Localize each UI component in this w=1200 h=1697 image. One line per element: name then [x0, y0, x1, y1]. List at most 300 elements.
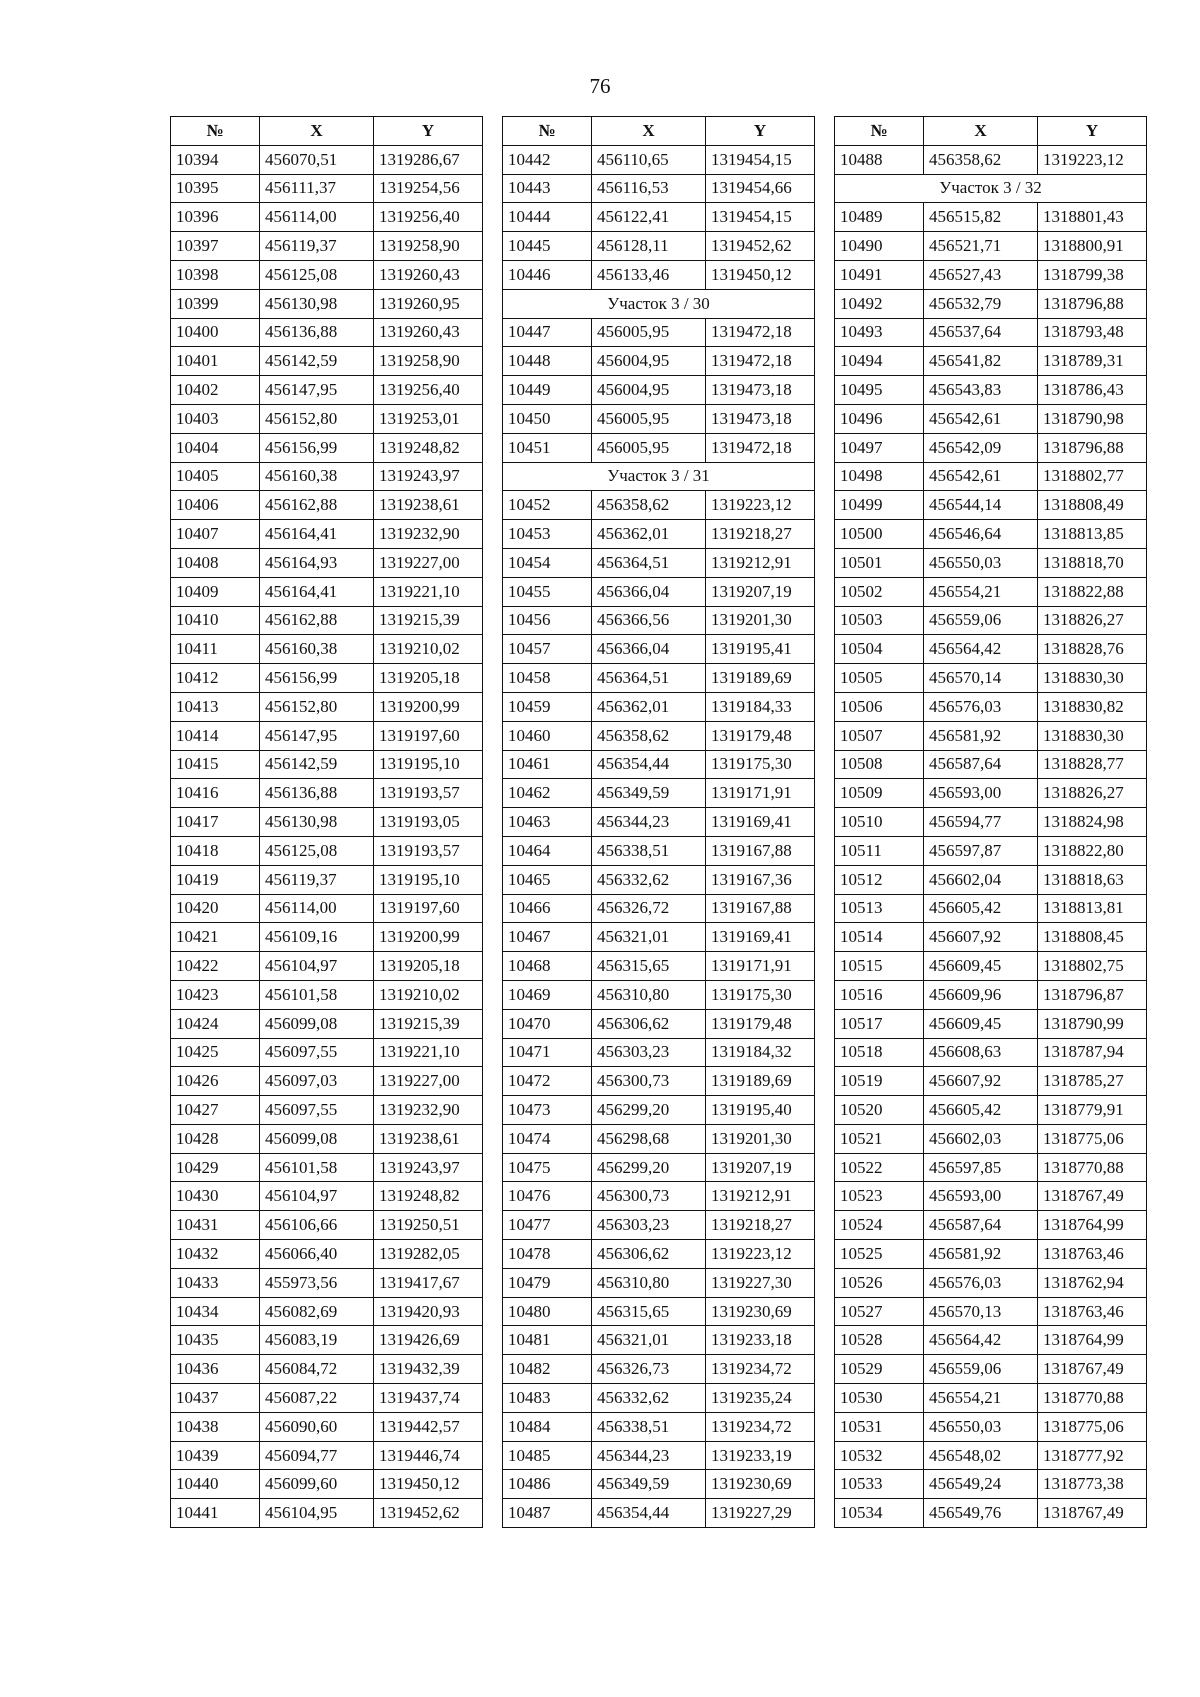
point-number: 10450 [503, 404, 592, 433]
x-coordinate: 456152,80 [260, 404, 374, 433]
table-row [835, 491, 1147, 520]
table-header-row [503, 117, 815, 146]
x-coordinate: 456005,95 [592, 318, 706, 347]
table-row [835, 865, 1147, 894]
table-row [503, 347, 815, 376]
point-number: 10415 [171, 750, 260, 779]
table-row [171, 894, 483, 923]
x-coordinate: 456521,71 [924, 232, 1038, 261]
table-row [835, 1240, 1147, 1269]
point-number: 10528 [835, 1326, 924, 1355]
x-coordinate: 456608,63 [924, 1038, 1038, 1067]
table-row [171, 1355, 483, 1384]
y-coordinate: 1319175,30 [706, 750, 815, 779]
table-row [835, 548, 1147, 577]
x-coordinate: 456152,80 [260, 692, 374, 721]
y-coordinate: 1318828,76 [1038, 635, 1147, 664]
x-coordinate: 456358,62 [592, 491, 706, 520]
x-coordinate: 456099,08 [260, 1124, 374, 1153]
table-row [503, 692, 815, 721]
table-row [503, 808, 815, 837]
point-number: 10459 [503, 692, 592, 721]
x-coordinate: 456082,69 [260, 1297, 374, 1326]
table-row [835, 404, 1147, 433]
x-coordinate: 456364,51 [592, 664, 706, 693]
point-number: 10454 [503, 548, 592, 577]
point-number: 10461 [503, 750, 592, 779]
x-coordinate: 456321,01 [592, 1326, 706, 1355]
x-coordinate: 456344,23 [592, 808, 706, 837]
y-coordinate: 1319230,69 [706, 1297, 815, 1326]
header-y: Y [1038, 117, 1147, 146]
point-number: 10403 [171, 404, 260, 433]
x-coordinate: 456549,76 [924, 1499, 1038, 1528]
point-number: 10512 [835, 865, 924, 894]
point-number: 10458 [503, 664, 592, 693]
x-coordinate: 456366,04 [592, 577, 706, 606]
y-coordinate: 1319179,48 [706, 721, 815, 750]
table-header-row [835, 117, 1147, 146]
x-coordinate: 456162,88 [260, 606, 374, 635]
point-number: 10505 [835, 664, 924, 693]
table-row [503, 1096, 815, 1125]
y-coordinate: 1319432,39 [374, 1355, 483, 1384]
y-coordinate: 1319223,12 [706, 491, 815, 520]
point-number: 10434 [171, 1297, 260, 1326]
x-coordinate: 456164,41 [260, 520, 374, 549]
point-number: 10410 [171, 606, 260, 635]
x-coordinate: 456362,01 [592, 692, 706, 721]
y-coordinate: 1318830,30 [1038, 721, 1147, 750]
header-number: № [171, 117, 260, 146]
x-coordinate: 456338,51 [592, 836, 706, 865]
table-row [171, 606, 483, 635]
table-row [835, 635, 1147, 664]
table-row [171, 203, 483, 232]
x-coordinate: 456104,95 [260, 1499, 374, 1528]
point-number: 10498 [835, 462, 924, 491]
table-row [503, 1441, 815, 1470]
x-coordinate: 456570,13 [924, 1297, 1038, 1326]
table-row [835, 203, 1147, 232]
y-coordinate: 1318790,99 [1038, 1009, 1147, 1038]
table-row [835, 1009, 1147, 1038]
section-title: Участок 3 / 31 [503, 462, 815, 491]
y-coordinate: 1319437,74 [374, 1384, 483, 1413]
point-number: 10417 [171, 808, 260, 837]
x-coordinate: 456147,95 [260, 376, 374, 405]
table-row [503, 433, 815, 462]
y-coordinate: 1319207,19 [706, 1153, 815, 1182]
point-number: 10429 [171, 1153, 260, 1182]
y-coordinate: 1319167,88 [706, 894, 815, 923]
point-number: 10432 [171, 1240, 260, 1269]
table-row [171, 376, 483, 405]
y-coordinate: 1319417,67 [374, 1268, 483, 1297]
table-row [835, 1153, 1147, 1182]
point-number: 10405 [171, 462, 260, 491]
table-row [835, 952, 1147, 981]
table-row [835, 1470, 1147, 1499]
y-coordinate: 1319221,10 [374, 577, 483, 606]
x-coordinate: 456084,72 [260, 1355, 374, 1384]
point-number: 10409 [171, 577, 260, 606]
point-number: 10481 [503, 1326, 592, 1355]
table-row [171, 836, 483, 865]
y-coordinate: 1319195,10 [374, 865, 483, 894]
x-coordinate: 456005,95 [592, 433, 706, 462]
table-row [171, 664, 483, 693]
x-coordinate: 456122,41 [592, 203, 706, 232]
x-coordinate: 456303,23 [592, 1038, 706, 1067]
point-number: 10483 [503, 1384, 592, 1413]
x-coordinate: 456527,43 [924, 260, 1038, 289]
x-coordinate: 456546,64 [924, 520, 1038, 549]
table-row [835, 232, 1147, 261]
point-number: 10448 [503, 347, 592, 376]
y-coordinate: 1319234,72 [706, 1355, 815, 1384]
x-coordinate: 456130,98 [260, 808, 374, 837]
table-row [503, 952, 815, 981]
y-coordinate: 1318770,88 [1038, 1384, 1147, 1413]
point-number: 10524 [835, 1211, 924, 1240]
y-coordinate: 1319420,93 [374, 1297, 483, 1326]
table-row [503, 1355, 815, 1384]
page-number: 76 [589, 74, 611, 98]
x-coordinate: 456597,87 [924, 836, 1038, 865]
x-coordinate: 456542,61 [924, 404, 1038, 433]
point-number: 10490 [835, 232, 924, 261]
coordinates-table-3 [834, 116, 1147, 1528]
y-coordinate: 1318775,06 [1038, 1412, 1147, 1441]
point-number: 10493 [835, 318, 924, 347]
point-number: 10526 [835, 1268, 924, 1297]
point-number: 10485 [503, 1441, 592, 1470]
point-number: 10499 [835, 491, 924, 520]
x-coordinate: 456099,60 [260, 1470, 374, 1499]
x-coordinate: 456597,85 [924, 1153, 1038, 1182]
y-coordinate: 1319235,24 [706, 1384, 815, 1413]
table-header-row [171, 117, 483, 146]
point-number: 10520 [835, 1096, 924, 1125]
x-coordinate: 456332,62 [592, 865, 706, 894]
table-row [171, 289, 483, 318]
point-number: 10397 [171, 232, 260, 261]
point-number: 10423 [171, 980, 260, 1009]
y-coordinate: 1318796,88 [1038, 433, 1147, 462]
x-coordinate: 456119,37 [260, 232, 374, 261]
y-coordinate: 1319189,69 [706, 1067, 815, 1096]
y-coordinate: 1318786,43 [1038, 376, 1147, 405]
section-title: Участок 3 / 32 [835, 174, 1147, 203]
point-number: 10440 [171, 1470, 260, 1499]
table-row [503, 577, 815, 606]
x-coordinate: 456142,59 [260, 750, 374, 779]
x-coordinate: 456104,97 [260, 1182, 374, 1211]
point-number: 10443 [503, 174, 592, 203]
y-coordinate: 1319473,18 [706, 376, 815, 405]
y-coordinate: 1318770,88 [1038, 1153, 1147, 1182]
point-number: 10411 [171, 635, 260, 664]
y-coordinate: 1318767,49 [1038, 1499, 1147, 1528]
table-row [835, 664, 1147, 693]
table-row [835, 1182, 1147, 1211]
point-number: 10468 [503, 952, 592, 981]
x-coordinate: 456332,62 [592, 1384, 706, 1413]
point-number: 10471 [503, 1038, 592, 1067]
y-coordinate: 1319452,62 [374, 1499, 483, 1528]
y-coordinate: 1319256,40 [374, 376, 483, 405]
x-coordinate: 456576,03 [924, 692, 1038, 721]
point-number: 10445 [503, 232, 592, 261]
x-coordinate: 456607,92 [924, 923, 1038, 952]
table-row [503, 1412, 815, 1441]
table-row [835, 692, 1147, 721]
y-coordinate: 1319169,41 [706, 808, 815, 837]
point-number: 10446 [503, 260, 592, 289]
point-number: 10463 [503, 808, 592, 837]
y-coordinate: 1318773,38 [1038, 1470, 1147, 1499]
x-coordinate: 456354,44 [592, 1499, 706, 1528]
y-coordinate: 1318818,70 [1038, 548, 1147, 577]
table-row [171, 174, 483, 203]
table-row [835, 1096, 1147, 1125]
point-number: 10515 [835, 952, 924, 981]
table-row [503, 491, 815, 520]
table-row [171, 548, 483, 577]
x-coordinate: 456087,22 [260, 1384, 374, 1413]
point-number: 10421 [171, 923, 260, 952]
table-row [171, 1009, 483, 1038]
table-row [503, 865, 815, 894]
point-number: 10521 [835, 1124, 924, 1153]
y-coordinate: 1318800,91 [1038, 232, 1147, 261]
y-coordinate: 1319250,51 [374, 1211, 483, 1240]
table-row [835, 923, 1147, 952]
x-coordinate: 456605,42 [924, 894, 1038, 923]
point-number: 10394 [171, 145, 260, 174]
x-coordinate: 456559,06 [924, 1355, 1038, 1384]
point-number: 10482 [503, 1355, 592, 1384]
x-coordinate: 456587,64 [924, 750, 1038, 779]
y-coordinate: 1319473,18 [706, 404, 815, 433]
table-row [503, 145, 815, 174]
table-row [503, 260, 815, 289]
x-coordinate: 456070,51 [260, 145, 374, 174]
x-coordinate: 456364,51 [592, 548, 706, 577]
point-number: 10496 [835, 404, 924, 433]
y-coordinate: 1319189,69 [706, 664, 815, 693]
table-row [835, 894, 1147, 923]
x-coordinate: 456548,02 [924, 1441, 1038, 1470]
table-row [503, 1153, 815, 1182]
y-coordinate: 1318826,27 [1038, 779, 1147, 808]
x-coordinate: 456550,03 [924, 1412, 1038, 1441]
x-coordinate: 456358,62 [592, 721, 706, 750]
y-coordinate: 1319227,30 [706, 1268, 815, 1297]
point-number: 10422 [171, 952, 260, 981]
x-coordinate: 456306,62 [592, 1009, 706, 1038]
point-number: 10501 [835, 548, 924, 577]
point-number: 10398 [171, 260, 260, 289]
y-coordinate: 1318830,30 [1038, 664, 1147, 693]
y-coordinate: 1318813,85 [1038, 520, 1147, 549]
point-number: 10437 [171, 1384, 260, 1413]
table-row [171, 721, 483, 750]
table-row [171, 1067, 483, 1096]
y-coordinate: 1319210,02 [374, 980, 483, 1009]
table-row [171, 1096, 483, 1125]
x-coordinate: 456114,00 [260, 203, 374, 232]
x-coordinate: 456515,82 [924, 203, 1038, 232]
y-coordinate: 1319256,40 [374, 203, 483, 232]
x-coordinate: 456160,38 [260, 462, 374, 491]
x-coordinate: 456128,11 [592, 232, 706, 261]
y-coordinate: 1319184,33 [706, 692, 815, 721]
y-coordinate: 1318824,98 [1038, 808, 1147, 837]
table-row [171, 520, 483, 549]
table-row [171, 1240, 483, 1269]
point-number: 10441 [171, 1499, 260, 1528]
table-row [171, 433, 483, 462]
header-number: № [835, 117, 924, 146]
point-number: 10404 [171, 433, 260, 462]
y-coordinate: 1319232,90 [374, 1096, 483, 1125]
table-row [835, 1326, 1147, 1355]
y-coordinate: 1318802,77 [1038, 462, 1147, 491]
table-row [503, 606, 815, 635]
table-row [171, 260, 483, 289]
y-coordinate: 1319286,67 [374, 145, 483, 174]
point-number: 10439 [171, 1441, 260, 1470]
point-number: 10527 [835, 1297, 924, 1326]
table-row [835, 1384, 1147, 1413]
x-coordinate: 456354,44 [592, 750, 706, 779]
table-row [171, 232, 483, 261]
table-row [835, 289, 1147, 318]
table-row [171, 145, 483, 174]
table-row [503, 548, 815, 577]
y-coordinate: 1319227,29 [706, 1499, 815, 1528]
table-row [171, 577, 483, 606]
x-coordinate: 456104,97 [260, 952, 374, 981]
y-coordinate: 1319193,57 [374, 836, 483, 865]
point-number: 10466 [503, 894, 592, 923]
y-coordinate: 1318830,82 [1038, 692, 1147, 721]
table-row [835, 260, 1147, 289]
y-coordinate: 1319195,40 [706, 1096, 815, 1125]
header-y: Y [706, 117, 815, 146]
point-number: 10477 [503, 1211, 592, 1240]
point-number: 10489 [835, 203, 924, 232]
y-coordinate: 1319234,72 [706, 1412, 815, 1441]
x-coordinate: 456005,95 [592, 404, 706, 433]
table-row [503, 721, 815, 750]
x-coordinate: 456593,00 [924, 779, 1038, 808]
x-coordinate: 456609,45 [924, 952, 1038, 981]
y-coordinate: 1319426,69 [374, 1326, 483, 1355]
x-coordinate: 456310,80 [592, 980, 706, 1009]
y-coordinate: 1318762,94 [1038, 1268, 1147, 1297]
header-number: № [503, 117, 592, 146]
x-coordinate: 456156,99 [260, 664, 374, 693]
table-row [171, 1441, 483, 1470]
table-row [171, 779, 483, 808]
point-number: 10508 [835, 750, 924, 779]
point-number: 10518 [835, 1038, 924, 1067]
x-coordinate: 456156,99 [260, 433, 374, 462]
point-number: 10456 [503, 606, 592, 635]
point-number: 10401 [171, 347, 260, 376]
point-number: 10534 [835, 1499, 924, 1528]
point-number: 10495 [835, 376, 924, 405]
y-coordinate: 1318796,88 [1038, 289, 1147, 318]
table-row [835, 808, 1147, 837]
table-row [835, 1499, 1147, 1528]
y-coordinate: 1319221,10 [374, 1038, 483, 1067]
x-coordinate: 456349,59 [592, 1470, 706, 1499]
y-coordinate: 1319232,90 [374, 520, 483, 549]
x-coordinate: 456315,65 [592, 952, 706, 981]
table-row [835, 462, 1147, 491]
x-coordinate: 456594,77 [924, 808, 1038, 837]
x-coordinate: 456110,65 [592, 145, 706, 174]
x-coordinate: 456310,80 [592, 1268, 706, 1297]
point-number: 10472 [503, 1067, 592, 1096]
x-coordinate: 456164,41 [260, 577, 374, 606]
y-coordinate: 1319197,60 [374, 721, 483, 750]
y-coordinate: 1318777,92 [1038, 1441, 1147, 1470]
y-coordinate: 1319450,12 [374, 1470, 483, 1499]
x-coordinate: 456300,73 [592, 1182, 706, 1211]
point-number: 10532 [835, 1441, 924, 1470]
x-coordinate: 456602,04 [924, 865, 1038, 894]
y-coordinate: 1319205,18 [374, 664, 483, 693]
point-number: 10399 [171, 289, 260, 318]
x-coordinate: 456083,19 [260, 1326, 374, 1355]
x-coordinate: 456544,14 [924, 491, 1038, 520]
y-coordinate: 1319184,32 [706, 1038, 815, 1067]
point-number: 10426 [171, 1067, 260, 1096]
table-row [171, 1124, 483, 1153]
point-number: 10406 [171, 491, 260, 520]
table-row [171, 808, 483, 837]
y-coordinate: 1319238,61 [374, 1124, 483, 1153]
table-row [503, 1326, 815, 1355]
point-number: 10455 [503, 577, 592, 606]
y-coordinate: 1318822,88 [1038, 577, 1147, 606]
point-number: 10500 [835, 520, 924, 549]
x-coordinate: 456564,42 [924, 635, 1038, 664]
y-coordinate: 1319253,01 [374, 404, 483, 433]
table-row [171, 1153, 483, 1182]
coordinates-table-1 [170, 116, 483, 1528]
point-number: 10449 [503, 376, 592, 405]
x-coordinate: 456303,23 [592, 1211, 706, 1240]
y-coordinate: 1319238,61 [374, 491, 483, 520]
x-coordinate: 456602,03 [924, 1124, 1038, 1153]
x-coordinate: 456587,64 [924, 1211, 1038, 1240]
x-coordinate: 456542,61 [924, 462, 1038, 491]
point-number: 10494 [835, 347, 924, 376]
x-coordinate: 456300,73 [592, 1067, 706, 1096]
x-coordinate: 456559,06 [924, 606, 1038, 635]
table-row [835, 520, 1147, 549]
point-number: 10447 [503, 318, 592, 347]
x-coordinate: 456142,59 [260, 347, 374, 376]
point-number: 10523 [835, 1182, 924, 1211]
y-coordinate: 1319223,12 [706, 1240, 815, 1269]
